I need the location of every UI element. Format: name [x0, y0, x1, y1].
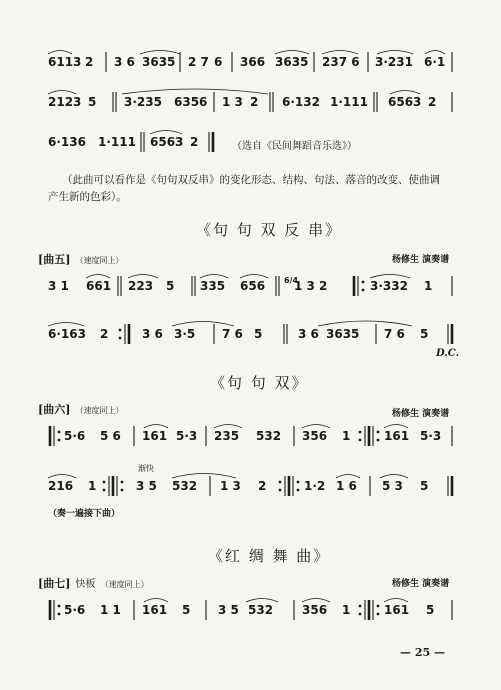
- credit: 杨修生 演奏谱: [392, 409, 450, 419]
- token: 366: [240, 55, 266, 69]
- token: 3635: [142, 55, 176, 69]
- token: 5·3: [420, 429, 442, 443]
- token: 1: [88, 479, 97, 493]
- token: 356: [302, 603, 328, 617]
- notation-line-4: [0, 268, 501, 308]
- section-label: [曲七]: [38, 577, 71, 590]
- section-header: [38, 572, 149, 591]
- page-number: — 25 —: [400, 646, 445, 659]
- token: 5 3: [382, 479, 403, 493]
- token: 6113: [48, 55, 82, 69]
- token: 6563: [150, 135, 184, 149]
- token: 237 6: [322, 55, 360, 69]
- token: 3·5: [174, 327, 196, 341]
- token: 6·136: [48, 135, 86, 149]
- token: 1: [342, 429, 351, 443]
- token: 7 6: [384, 327, 405, 341]
- dc-mark: D.C.: [436, 348, 460, 359]
- token: 2: [85, 55, 94, 69]
- token: 5·3: [176, 429, 198, 443]
- token: 223: [128, 279, 154, 293]
- tempo-note: （速度同上）: [100, 580, 149, 589]
- tempo-marking: 渐快: [138, 464, 154, 473]
- token: 1·2: [304, 479, 326, 493]
- token: 3635: [275, 55, 309, 69]
- token: 2: [428, 95, 437, 109]
- token: 216: [48, 479, 74, 493]
- tempo-prefix: 快板: [75, 579, 96, 590]
- token: 6563: [388, 95, 422, 109]
- token: 3 6: [298, 327, 319, 341]
- tempo-note: （速度同上）: [75, 406, 124, 415]
- section-title: 《句 句 双 反 串》: [196, 221, 343, 239]
- token: 161: [384, 603, 410, 617]
- token: 6356: [174, 95, 208, 109]
- token: 3 1: [48, 279, 69, 293]
- token: 1: [424, 279, 433, 293]
- token: 1·111: [330, 95, 368, 109]
- token: 7 6: [222, 327, 243, 341]
- section-label: [曲六]: [38, 403, 71, 416]
- token: 161: [142, 429, 168, 443]
- performance-note: （奏一遍接下曲）: [48, 509, 121, 519]
- token: 6: [214, 55, 223, 69]
- notation-line-6: [0, 418, 501, 458]
- time-signature: 6/4: [284, 276, 299, 285]
- token: 5·6: [64, 429, 86, 443]
- token: 1·111: [98, 135, 136, 149]
- tempo-note: （速度同上）: [75, 256, 124, 265]
- token: 161: [142, 603, 168, 617]
- token: 3 5: [218, 603, 239, 617]
- token: 2: [190, 135, 199, 149]
- notation-line-7: [0, 468, 501, 508]
- token: 1 1: [100, 603, 121, 617]
- token: 5: [420, 327, 429, 341]
- notation-line-5: [0, 316, 501, 356]
- token: 1 3: [220, 479, 241, 493]
- token: 5: [166, 279, 175, 293]
- paragraph-line-1: （此曲可以看作是《句句双反串》的变化形态、结构、句法、落音的改变、使曲调: [62, 174, 440, 186]
- token: 6·163: [48, 327, 86, 341]
- token: 5: [426, 603, 435, 617]
- section-title: 《句 句 双》: [210, 374, 309, 392]
- notation-line-8: [0, 592, 501, 632]
- section-header: [38, 398, 124, 417]
- token: 1 3: [222, 95, 243, 109]
- token: 5·6: [64, 603, 86, 617]
- token: 532: [172, 479, 198, 493]
- token: 3·231: [375, 55, 413, 69]
- token: 5: [182, 603, 191, 617]
- token: 661: [86, 279, 112, 293]
- token: 5: [88, 95, 97, 109]
- credit: 杨修生 演奏谱: [392, 255, 450, 265]
- token: 161: [384, 429, 410, 443]
- token: 2123: [48, 95, 82, 109]
- source-note: （选自《民间舞蹈音乐选》）: [232, 141, 357, 152]
- paragraph-line-2: 产生新的色彩）。: [48, 191, 127, 203]
- token: 2 7: [188, 55, 209, 69]
- token: 356: [302, 429, 328, 443]
- token: 235: [214, 429, 240, 443]
- token: 3·235: [124, 95, 162, 109]
- token: 3·332: [370, 279, 408, 293]
- token: 2: [250, 95, 259, 109]
- token: 532: [256, 429, 282, 443]
- notation-line-1: [0, 44, 501, 84]
- token: 2: [100, 327, 109, 341]
- credit: 杨修生 演奏谱: [392, 579, 450, 589]
- token: 335: [200, 279, 226, 293]
- section-title: 《红 绸 舞 曲》: [208, 547, 331, 565]
- token: 6·132: [282, 95, 320, 109]
- section-header: [38, 248, 124, 267]
- notation-line-2: [0, 84, 501, 124]
- token: 1: [342, 603, 351, 617]
- token: 5 6: [100, 429, 121, 443]
- token: 656: [240, 279, 266, 293]
- token: 3635: [326, 327, 360, 341]
- token: 3 5: [136, 479, 157, 493]
- section-label: [曲五]: [38, 253, 71, 266]
- token: 5: [254, 327, 263, 341]
- token: 1 6: [336, 479, 357, 493]
- token: 3 6: [114, 55, 135, 69]
- token: 532: [248, 603, 274, 617]
- token: 2: [258, 479, 267, 493]
- token: 5: [420, 479, 429, 493]
- token: 1 3 2: [294, 279, 328, 293]
- token: 6·1: [424, 55, 446, 69]
- token: 3 6: [142, 327, 163, 341]
